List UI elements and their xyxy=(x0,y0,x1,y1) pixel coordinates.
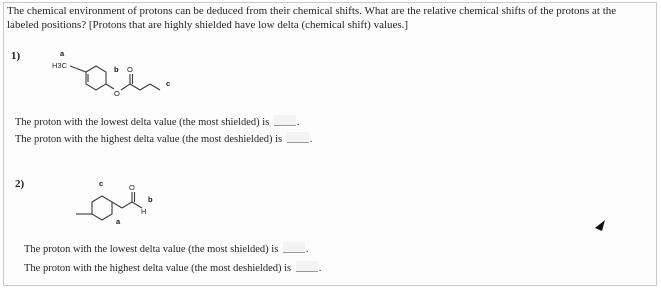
methyl-group: H3C xyxy=(52,61,68,70)
problem-1-highest-row: The proton with the highest delta value (the most deshielded) is . xyxy=(15,134,313,145)
cyclohexane-ring xyxy=(92,196,112,220)
problem-1-number: 1) xyxy=(11,50,21,62)
problem-1-lowest-text: The proton with the lowest delta value (the most shielded) is xyxy=(15,117,270,128)
carbonyl-oxygen: O xyxy=(129,183,135,192)
cyclohexene-ring xyxy=(86,66,106,90)
problem-2-lowest-answer[interactable] xyxy=(283,242,305,253)
problem-1-highest-answer[interactable] xyxy=(287,132,309,143)
label-a: a xyxy=(116,217,121,226)
question-intro: The chemical environment of protons can be deduced from their chemical shifts. What are the relative chemical shifts of the protons at the labeled positions? [Protons that are highly shielded have low delta (chemical shift) values.] xyxy=(7,5,617,31)
problem-2-structure xyxy=(66,172,186,232)
label-c: c xyxy=(166,79,171,88)
aldehyde-hydrogen: H xyxy=(141,207,147,216)
label-c: c xyxy=(99,179,104,188)
problem-1-lowest-row: The proton with the lowest delta value (the most shielded) is . xyxy=(15,117,300,128)
problem-1-structure xyxy=(50,46,190,106)
problem-2-number: 2) xyxy=(15,178,25,190)
problem-1-lowest-answer[interactable] xyxy=(274,115,296,126)
problem-2-highest-answer[interactable] xyxy=(296,261,318,272)
methyl-bond xyxy=(70,66,86,72)
mouse-cursor-icon xyxy=(595,220,607,232)
ester-oxygen: O xyxy=(114,89,120,98)
label-b: b xyxy=(114,65,119,74)
label-b: b xyxy=(148,195,153,204)
label-a: a xyxy=(60,49,65,58)
problem-2-highest-row: The proton with the highest delta value (the most deshielded) is . xyxy=(24,263,322,274)
carbonyl-oxygen: O xyxy=(127,65,133,74)
problem-2-highest-text: The proton with the highest delta value (the most deshielded) is xyxy=(24,263,292,274)
problem-2-lowest-text: The proton with the lowest delta value (the most shielded) is xyxy=(24,244,279,255)
problem-1-highest-text: The proton with the highest delta value (the most deshielded) is xyxy=(15,134,283,145)
problem-2-lowest-row: The proton with the lowest delta value (the most shielded) is . xyxy=(24,244,309,255)
